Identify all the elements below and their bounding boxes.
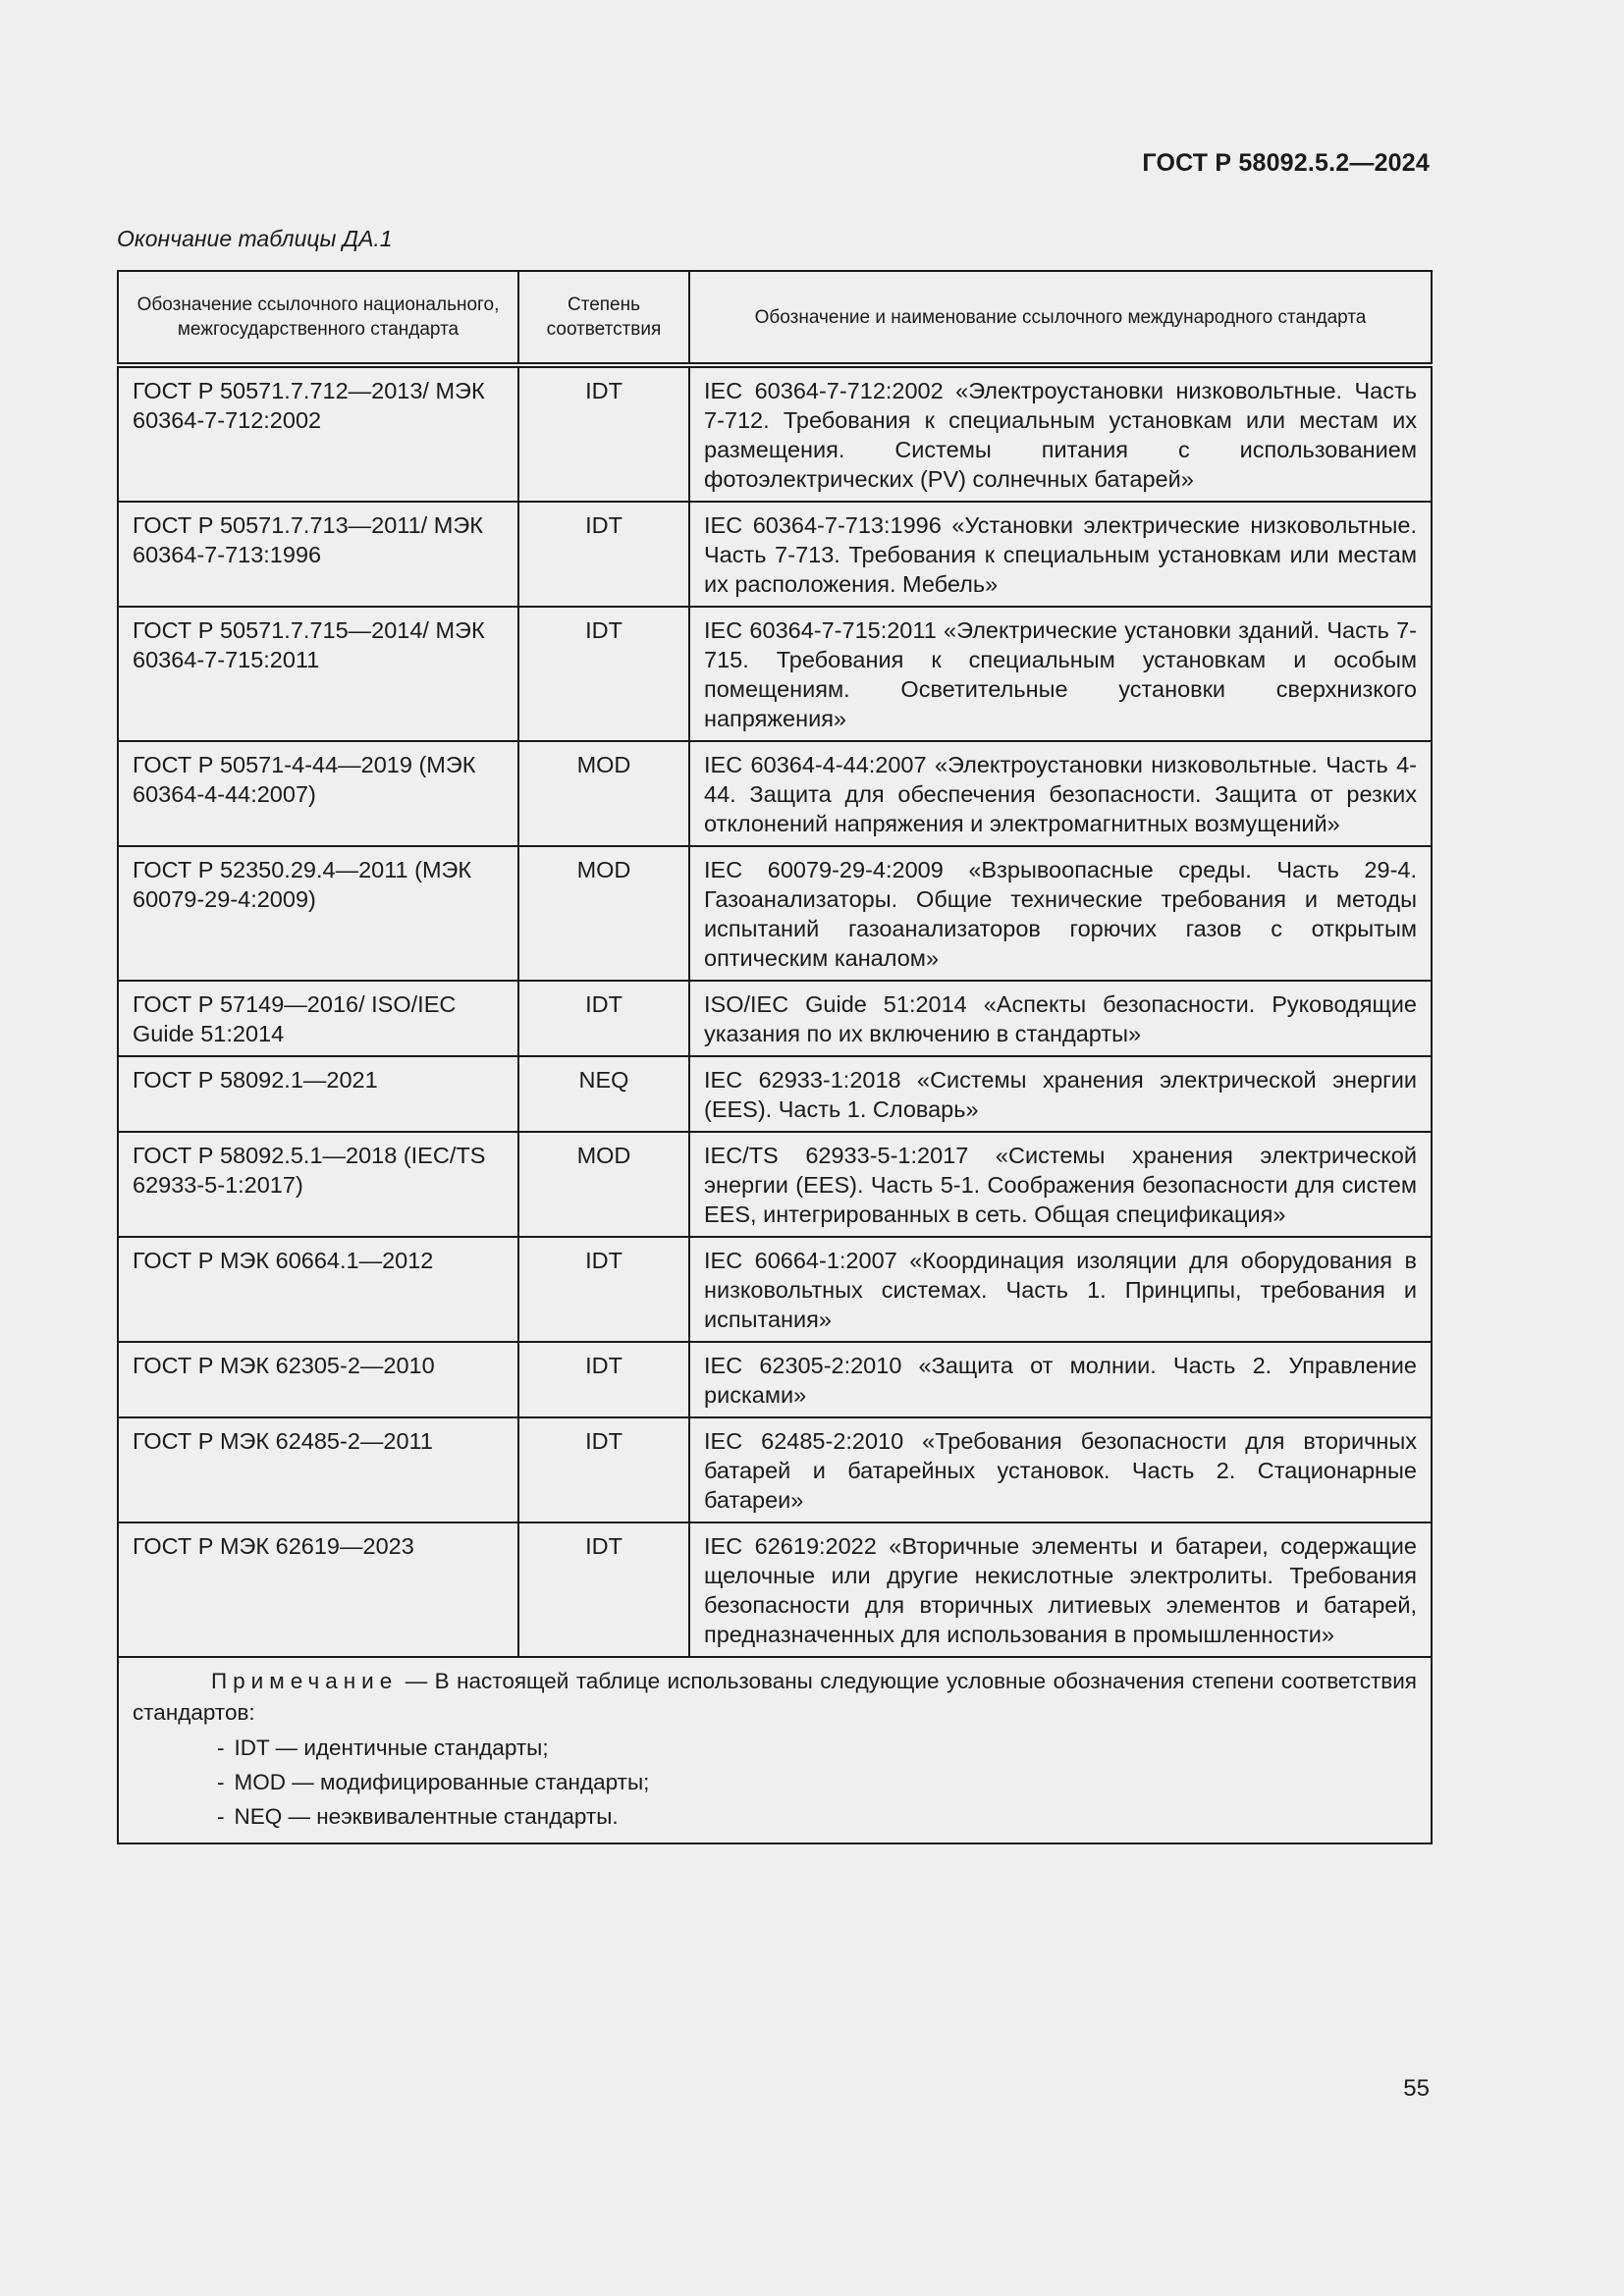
table-caption: Окончание таблицы ДА.1 — [117, 226, 393, 251]
international-standard-cell: IEC/TS 62933-5-1:2017 «Системы хранения электрической энергии (EES). Часть 5-1. Соображения безопасности для систем EES, интегрированных в сеть. Общая спецификация» — [689, 1132, 1432, 1237]
table-row — [118, 1417, 1432, 1522]
note-row — [118, 1657, 1432, 1843]
table-row — [118, 1056, 1432, 1132]
table-row — [118, 981, 1432, 1056]
degree-cell: IDT — [518, 502, 689, 607]
national-standard-cell: ГОСТ Р МЭК 60664.1—2012 — [118, 1237, 518, 1342]
national-standard-cell: ГОСТ Р 50571.7.712—2013/ МЭК 60364-7-712:2002 — [118, 365, 518, 502]
note-item-text: NEQ — неэквивалентные стандарты. — [234, 1804, 619, 1829]
degree-cell: IDT — [518, 607, 689, 741]
note-paragraph — [133, 1666, 1417, 1729]
document-code: ГОСТ Р 58092.5.2—2024 — [1142, 149, 1430, 177]
national-standard-cell: ГОСТ Р 50571.7.713—2011/ МЭК 60364-7-713:1996 — [118, 502, 518, 607]
table-row — [118, 846, 1432, 981]
national-standard-cell: ГОСТ Р МЭК 62485-2—2011 — [118, 1417, 518, 1522]
degree-cell: IDT — [518, 1237, 689, 1342]
page-number: 55 — [1403, 2075, 1430, 2102]
degree-cell: MOD — [518, 846, 689, 981]
degree-cell: NEQ — [518, 1056, 689, 1132]
national-standard-cell: ГОСТ Р 58092.1—2021 — [118, 1056, 518, 1132]
international-standard-cell: IEC 60364-7-712:2002 «Электроустановки низковольтные. Часть 7-712. Требования к специальным установкам или местам их размещения. Системы питания с использованием фотоэлектрических (PV) солнечных батарей» — [689, 365, 1432, 502]
international-standard-cell: ISO/IEC Guide 51:2014 «Аспекты безопасности. Руководящие указания по их включению в стандарты» — [689, 981, 1432, 1056]
table-header-row — [118, 271, 1432, 365]
note-list-item — [217, 1733, 1417, 1764]
table-row — [118, 365, 1432, 502]
degree-cell: MOD — [518, 1132, 689, 1237]
degree-cell: IDT — [518, 981, 689, 1056]
degree-cell: IDT — [518, 1522, 689, 1657]
column-header-degree: Степень соответствия — [518, 271, 689, 365]
list-dash-icon: - — [217, 1735, 225, 1760]
table-row — [118, 741, 1432, 846]
national-standard-cell: ГОСТ Р МЭК 62619—2023 — [118, 1522, 518, 1657]
list-dash-icon: - — [217, 1804, 225, 1829]
degree-cell: IDT — [518, 365, 689, 502]
national-standard-cell: ГОСТ Р 52350.29.4—2011 (МЭК 60079-29-4:2009) — [118, 846, 518, 981]
table-row — [118, 1522, 1432, 1657]
national-standard-cell: ГОСТ Р 58092.5.1—2018 (IEC/TS 62933-5-1:2017) — [118, 1132, 518, 1237]
table-row — [118, 607, 1432, 741]
degree-cell: MOD — [518, 741, 689, 846]
note-list-item — [217, 1801, 1417, 1833]
international-standard-cell: IEC 60364-4-44:2007 «Электроустановки низковольтные. Часть 4-44. Защита для обеспечения безопасности. Защита от резких отклонений напряжения и электромагнитных возмущений» — [689, 741, 1432, 846]
table-row — [118, 1132, 1432, 1237]
note-cell — [118, 1657, 1432, 1843]
international-standard-cell: IEC 62619:2022 «Вторичные элементы и батареи, содержащие щелочные или другие некислотные электролиты. Требования безопасности для вторичных литиевых элементов и батарей, предназначенных для использования в промышленности» — [689, 1522, 1432, 1657]
table-row — [118, 1342, 1432, 1417]
table-row — [118, 502, 1432, 607]
reference-standards-table — [117, 270, 1433, 1844]
national-standard-cell: ГОСТ Р 50571.7.715—2014/ МЭК 60364-7-715:2011 — [118, 607, 518, 741]
national-standard-cell: ГОСТ Р МЭК 62305-2—2010 — [118, 1342, 518, 1417]
note-list-item — [217, 1767, 1417, 1798]
note-list — [133, 1733, 1417, 1833]
note-text: — В настоящей таблице использованы следующие условные обозначения степени соответствия стандартов: — [133, 1669, 1417, 1725]
note-item-text: IDT — идентичные стандарты; — [234, 1735, 549, 1760]
international-standard-cell: IEC 60364-7-715:2011 «Электрические установки зданий. Часть 7-715. Требования к специальным установкам и особым помещениям. Осветительные установки сверхнизкого напряжения» — [689, 607, 1432, 741]
degree-cell: IDT — [518, 1342, 689, 1417]
note-label: Примечание — [211, 1669, 399, 1693]
column-header-national: Обозначение ссылочного национального, межгосударственного стандарта — [118, 271, 518, 365]
national-standard-cell: ГОСТ Р 57149—2016/ ISO/IEC Guide 51:2014 — [118, 981, 518, 1056]
degree-cell: IDT — [518, 1417, 689, 1522]
table-row — [118, 1237, 1432, 1342]
table-body — [118, 365, 1432, 1843]
international-standard-cell: IEC 60364-7-713:1996 «Установки электрические низковольтные. Часть 7-713. Требования к специальным установкам или местам их расположения. Мебель» — [689, 502, 1432, 607]
column-header-international: Обозначение и наименование ссылочного международного стандарта — [689, 271, 1432, 365]
international-standard-cell: IEC 60664-1:2007 «Координация изоляции для оборудования в низковольтных системах. Часть 1. Принципы, требования и испытания» — [689, 1237, 1432, 1342]
international-standard-cell: IEC 62933-1:2018 «Системы хранения электрической энергии (EES). Часть 1. Словарь» — [689, 1056, 1432, 1132]
list-dash-icon: - — [217, 1770, 225, 1794]
national-standard-cell: ГОСТ Р 50571-4-44—2019 (МЭК 60364-4-44:2007) — [118, 741, 518, 846]
note-item-text: MOD — модифицированные стандарты; — [234, 1770, 650, 1794]
international-standard-cell: IEC 62305-2:2010 «Защита от молнии. Часть 2. Управление рисками» — [689, 1342, 1432, 1417]
international-standard-cell: IEC 62485-2:2010 «Требования безопасности для вторичных батарей и батарейных установок. Часть 2. Стационарные батареи» — [689, 1417, 1432, 1522]
international-standard-cell: IEC 60079-29-4:2009 «Взрывоопасные среды. Часть 29-4. Газоанализаторы. Общие технические требования и методы испытаний газоанализаторов горючих газов с открытым оптическим каналом» — [689, 846, 1432, 981]
